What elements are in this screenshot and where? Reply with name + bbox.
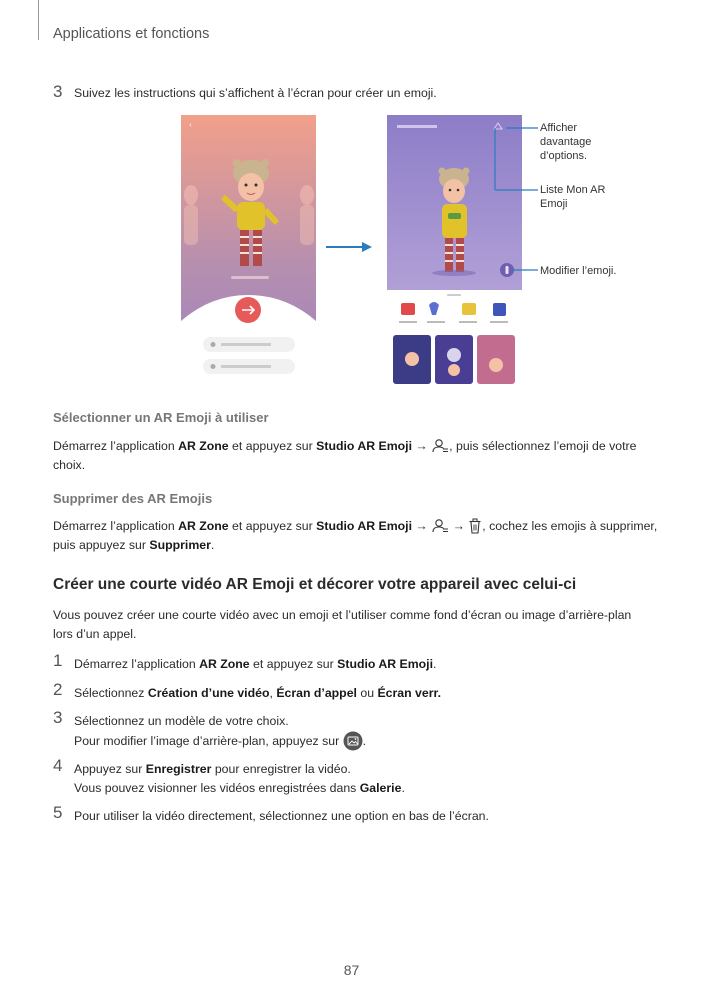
subheading-delete: Supprimer des AR Emojis (53, 491, 213, 506)
trash-icon (468, 518, 482, 534)
step-5-text: Pour utiliser la vidéo directement, sélectionnez une option en bas de l’écran. (74, 809, 489, 823)
screenshot-emoji-preview (181, 115, 316, 384)
step-1-text: Démarrez l’application AR Zone et appuyez sur Studio AR Emoji. (74, 657, 437, 671)
step-number: 1 (53, 651, 63, 670)
callout-more-options: Afficher davantage d’options. (540, 122, 592, 162)
paragraph-video-intro: Vous pouvez créer une courte vidéo avec un emoji et l’utiliser comme fond d’écran ou image d’arrière-plan lors d’un appel. (53, 608, 632, 641)
svg-text:‹: ‹ (189, 121, 192, 129)
step-number: 4 (53, 756, 63, 775)
section-heading-video: Créer une courte vidéo AR Emoji et décorer votre appareil avec celui-ci (53, 576, 577, 593)
arrow-right-icon (326, 240, 374, 254)
callout-edit: Modifier l’emoji. (540, 265, 617, 277)
step-number: 2 (53, 680, 63, 699)
callout-lines (490, 120, 540, 280)
step-number: 3 (53, 82, 63, 101)
subheading-select: Sélectionner un AR Emoji à utiliser (53, 410, 269, 425)
step-2-text: Sélectionnez Création d’une vidéo, Écran d’appel ou Écran verr. (74, 686, 442, 700)
my-emoji-list-icon (431, 518, 449, 534)
callout-my-list: Liste Mon AR Emoji (540, 184, 606, 210)
page-number: 87 (343, 962, 360, 978)
step-4-text: Appuyez sur Enregistrer pour enregistrer la vidéo. Vous pouvez visionner les vidéos enregistrées dans Galerie. (74, 762, 405, 795)
paragraph-select: Démarrez l’application AR Zone et appuyez sur Studio AR Emoji → , puis sélectionnez l’emoji de votre choix. (53, 439, 637, 472)
change-background-icon (343, 731, 363, 751)
step-number: 3 (53, 708, 63, 727)
step-number: 5 (53, 803, 63, 822)
step-3-text: Sélectionnez un modèle de votre choix. Pour modifier l’image d’arrière-plan, appuyez sur . (74, 712, 366, 751)
my-emoji-list-icon (431, 438, 449, 454)
step-text: Suivez les instructions qui s’affichent à l’écran pour créer un emoji. (74, 86, 437, 100)
paragraph-delete: Démarrez l’application AR Zone et appuyez sur Studio AR Emoji → → , cochez les emojis à supprimer, puis appuyez sur Supprimer. (53, 519, 658, 552)
chapter-title: Applications et fonctions (53, 26, 210, 42)
header-rule (38, 0, 39, 40)
